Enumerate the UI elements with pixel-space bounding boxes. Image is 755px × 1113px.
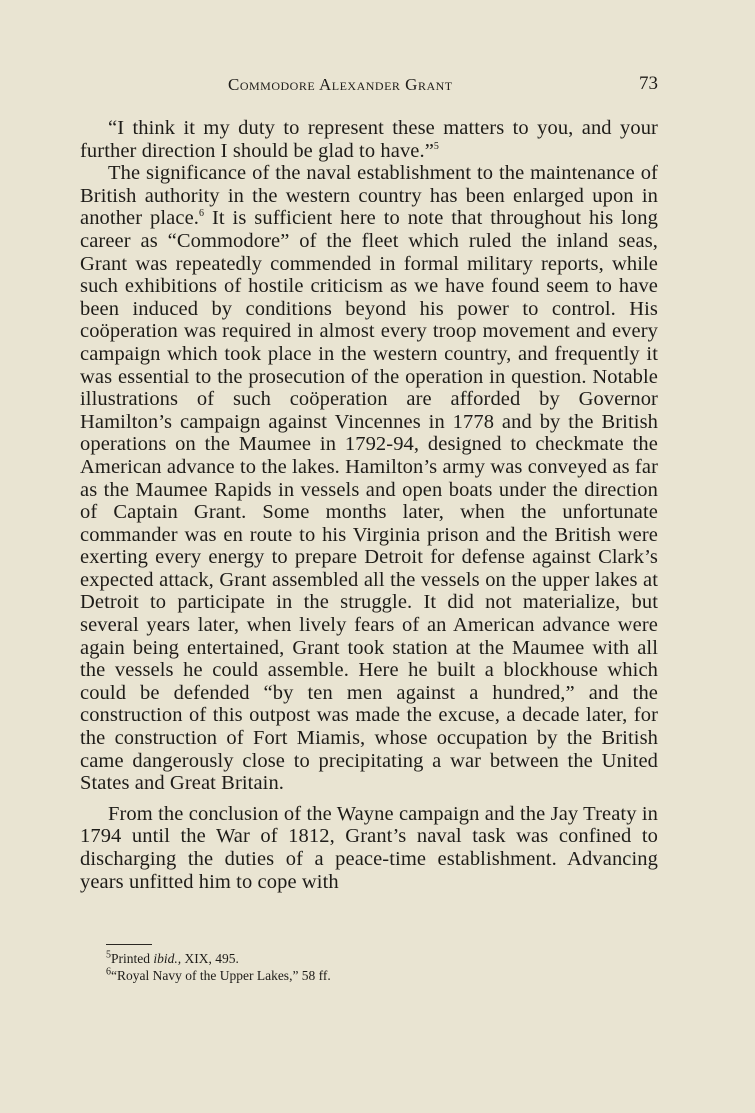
paragraph-2-text-a: The significance of the naval establishment to the maintenance of British authority in the western country has been enlarged upon in another place.: [80, 162, 658, 230]
footnote-mark: 6: [106, 966, 111, 978]
footnote-ref-5: 5: [433, 140, 440, 152]
page-number: 73: [639, 73, 658, 94]
footnote-5: [106, 950, 606, 967]
footnote-ref-6: 6: [199, 208, 205, 220]
footnote-text: Printed: [111, 951, 154, 966]
footnote-italic-text: ibid.,: [153, 951, 182, 966]
running-title: Commodore Alexander Grant: [228, 75, 453, 94]
paragraph-2-text-b: It is sufficient here to note that throughout his long career as “Commodore” of the fleet which ruled the inland seas, Grant was repeatedly commended in formal military reports, while such exhibitions of hostile criticism as we have found seem to have been induced by conditions beyond his power to control. His coöperation was required in almost every troop movement and every campaign which took place in the western country, and frequently it was essential to the prosecution of the operation in question. Notable illustrations of such coöperation are afforded by Governor Hamilton’s campaign against Vincennes in 1778 and by the British operations on the Maumee in 1792-94, designed to checkmate the American advance to the lakes. Hamilton’s army was conveyed as far as the Maumee Rapids in vessels and open boats under the direction of Captain Grant. Some months later, when the unfortunate commander was en route to his Virginia prison and the British were exerting every energy to prepare Detroit for defense against Clark’s expected attack, Grant assembled all the vessels on the upper lakes at Detroit to participate in the struggle. It did not materialize, but several years later, when lively fears of an American advance were again being entertained, Grant took station at the Maumee with all the vessels he could assemble. Here he built a blockhouse which could be defended “by ten men against a hundred,” and the construction of this outpost was made the excuse, a decade later, for the construction of Fort Miamis, whose occupation by the British came dangerously close to precipitating a war between the United States and Great Britain.: [80, 207, 658, 795]
paragraph-1: [80, 117, 658, 162]
paragraph-3: [80, 803, 658, 893]
footnote-6: [106, 967, 606, 984]
body-text: [80, 117, 658, 893]
footnote-mark: 5: [106, 949, 111, 961]
footnotes: [106, 950, 606, 984]
paragraph-1-text: “I think it my duty to represent these matters to you, and your further direction I should be glad to have.”: [80, 117, 658, 162]
footnote-text: “Royal Navy of the Upper Lakes,” 58 ff.: [111, 968, 331, 983]
footnote-text: XIX, 495.: [181, 951, 239, 966]
paragraph-2: [80, 162, 658, 795]
footnote-divider: [106, 944, 152, 945]
page-header: [78, 73, 658, 97]
paragraph-3-text: From the conclusion of the Wayne campaign and the Jay Treaty in 1794 until the War of 1812, Grant’s naval task was confined to discharging the duties of a peace-time establishment. Advancing years unfitted him to cope with: [80, 802, 658, 893]
